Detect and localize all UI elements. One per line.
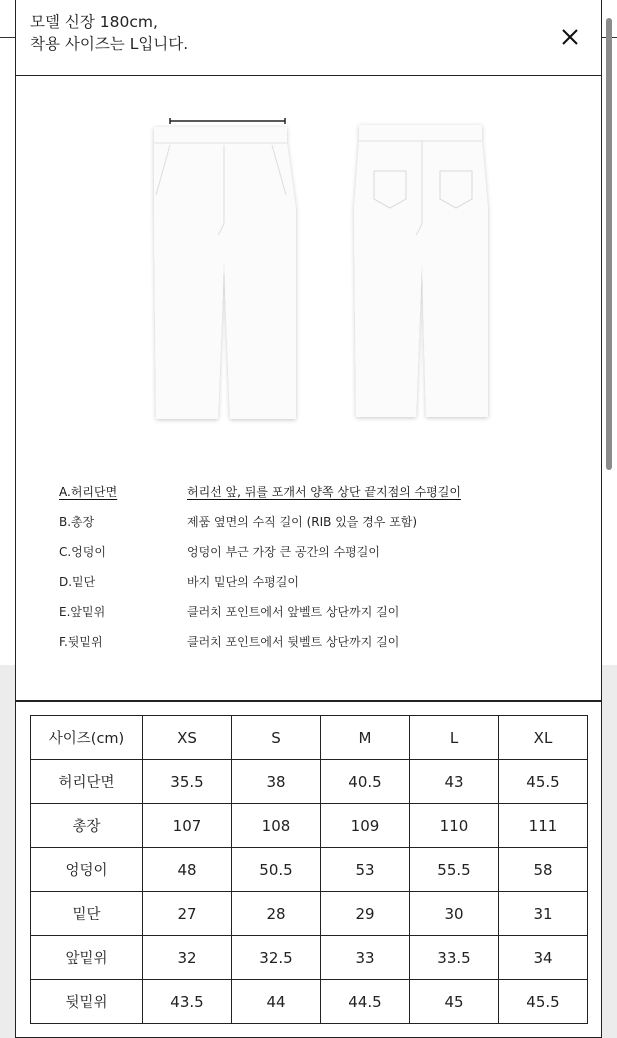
size-table-header-cell: 사이즈(cm) bbox=[31, 716, 143, 760]
size-value-cell: 28 bbox=[232, 892, 321, 936]
definition-description: 클러치 포인트에서 뒷벨트 상단까지 길이 bbox=[187, 635, 400, 649]
size-value-cell: 48 bbox=[143, 848, 232, 892]
table-row bbox=[31, 848, 588, 892]
size-value-cell: 44 bbox=[232, 980, 321, 1024]
definition-term: C.엉덩이 bbox=[59, 545, 106, 559]
definition-term: A.허리단면 bbox=[59, 485, 118, 499]
size-value-cell: 110 bbox=[410, 804, 499, 848]
size-value-cell: 40.5 bbox=[321, 760, 410, 804]
pants-illustration bbox=[134, 111, 494, 431]
size-value-cell: 31 bbox=[499, 892, 588, 936]
size-value-cell: 53 bbox=[321, 848, 410, 892]
modal-title-line1: 모델 신장 180cm, bbox=[30, 13, 158, 31]
size-table-header-cell: XL bbox=[499, 716, 588, 760]
definition-description: 엉덩이 부근 가장 큰 공간의 수평길이 bbox=[187, 545, 380, 559]
size-value-cell: 58 bbox=[499, 848, 588, 892]
size-value-cell: 45.5 bbox=[499, 760, 588, 804]
definition-description: 허리선 앞, 뒤를 포개서 양쪽 상단 끝지점의 수평길이 bbox=[187, 485, 461, 499]
table-row bbox=[31, 760, 588, 804]
scrollbar-thumb[interactable] bbox=[606, 18, 612, 470]
waist-measure-line bbox=[170, 118, 285, 124]
size-value-cell: 109 bbox=[321, 804, 410, 848]
definition-term: E.앞밑위 bbox=[59, 605, 106, 619]
size-row-label: 총장 bbox=[31, 804, 143, 848]
size-value-cell: 38 bbox=[232, 760, 321, 804]
size-row-label: 허리단면 bbox=[31, 760, 143, 804]
definition-row bbox=[59, 627, 579, 657]
size-table-header-cell: L bbox=[410, 716, 499, 760]
section-divider bbox=[16, 700, 601, 702]
definition-description: 제품 옆면의 수직 길이 (RIB 있을 경우 포함) bbox=[187, 515, 418, 529]
definition-row bbox=[59, 537, 579, 567]
definition-term: D.밑단 bbox=[59, 575, 96, 589]
size-value-cell: 34 bbox=[499, 936, 588, 980]
size-value-cell: 43 bbox=[410, 760, 499, 804]
definition-description: 클러치 포인트에서 앞벨트 상단까지 길이 bbox=[187, 605, 400, 619]
size-value-cell: 32 bbox=[143, 936, 232, 980]
size-value-cell: 33.5 bbox=[410, 936, 499, 980]
size-row-label: 밑단 bbox=[31, 892, 143, 936]
size-value-cell: 27 bbox=[143, 892, 232, 936]
size-table bbox=[30, 715, 588, 1024]
definition-description: 바지 밑단의 수평길이 bbox=[187, 575, 299, 589]
definition-row bbox=[59, 477, 579, 507]
close-button[interactable] bbox=[559, 26, 581, 48]
size-table-header-cell: S bbox=[232, 716, 321, 760]
size-row-label: 앞밑위 bbox=[31, 936, 143, 980]
definition-term: F.뒷밑위 bbox=[59, 635, 103, 649]
modal-title-line2: 착용 사이즈는 L입니다. bbox=[30, 35, 189, 53]
size-guide-modal bbox=[15, 0, 602, 1038]
size-value-cell: 111 bbox=[499, 804, 588, 848]
modal-header bbox=[16, 0, 601, 76]
background-divider-left bbox=[0, 37, 16, 38]
size-table-header-row bbox=[31, 716, 588, 760]
definition-row bbox=[59, 597, 579, 627]
close-icon bbox=[559, 26, 581, 48]
size-table-header-cell: M bbox=[321, 716, 410, 760]
size-value-cell: 108 bbox=[232, 804, 321, 848]
size-value-cell: 43.5 bbox=[143, 980, 232, 1024]
size-value-cell: 35.5 bbox=[143, 760, 232, 804]
size-value-cell: 32.5 bbox=[232, 936, 321, 980]
size-value-cell: 45 bbox=[410, 980, 499, 1024]
modal-title bbox=[30, 11, 188, 55]
table-row bbox=[31, 892, 588, 936]
measurement-definitions bbox=[59, 477, 579, 657]
size-value-cell: 107 bbox=[143, 804, 232, 848]
definition-row bbox=[59, 507, 579, 537]
size-value-cell: 45.5 bbox=[499, 980, 588, 1024]
definition-row bbox=[59, 567, 579, 597]
pants-front-view bbox=[154, 118, 296, 419]
pants-back-view bbox=[354, 125, 488, 417]
table-row bbox=[31, 804, 588, 848]
size-value-cell: 33 bbox=[321, 936, 410, 980]
size-row-label: 뒷밑위 bbox=[31, 980, 143, 1024]
size-value-cell: 50.5 bbox=[232, 848, 321, 892]
definition-term: B.총장 bbox=[59, 515, 95, 529]
size-value-cell: 29 bbox=[321, 892, 410, 936]
size-table-header-cell: XS bbox=[143, 716, 232, 760]
size-value-cell: 55.5 bbox=[410, 848, 499, 892]
table-row bbox=[31, 980, 588, 1024]
size-value-cell: 44.5 bbox=[321, 980, 410, 1024]
size-value-cell: 30 bbox=[410, 892, 499, 936]
table-row bbox=[31, 936, 588, 980]
size-row-label: 엉덩이 bbox=[31, 848, 143, 892]
